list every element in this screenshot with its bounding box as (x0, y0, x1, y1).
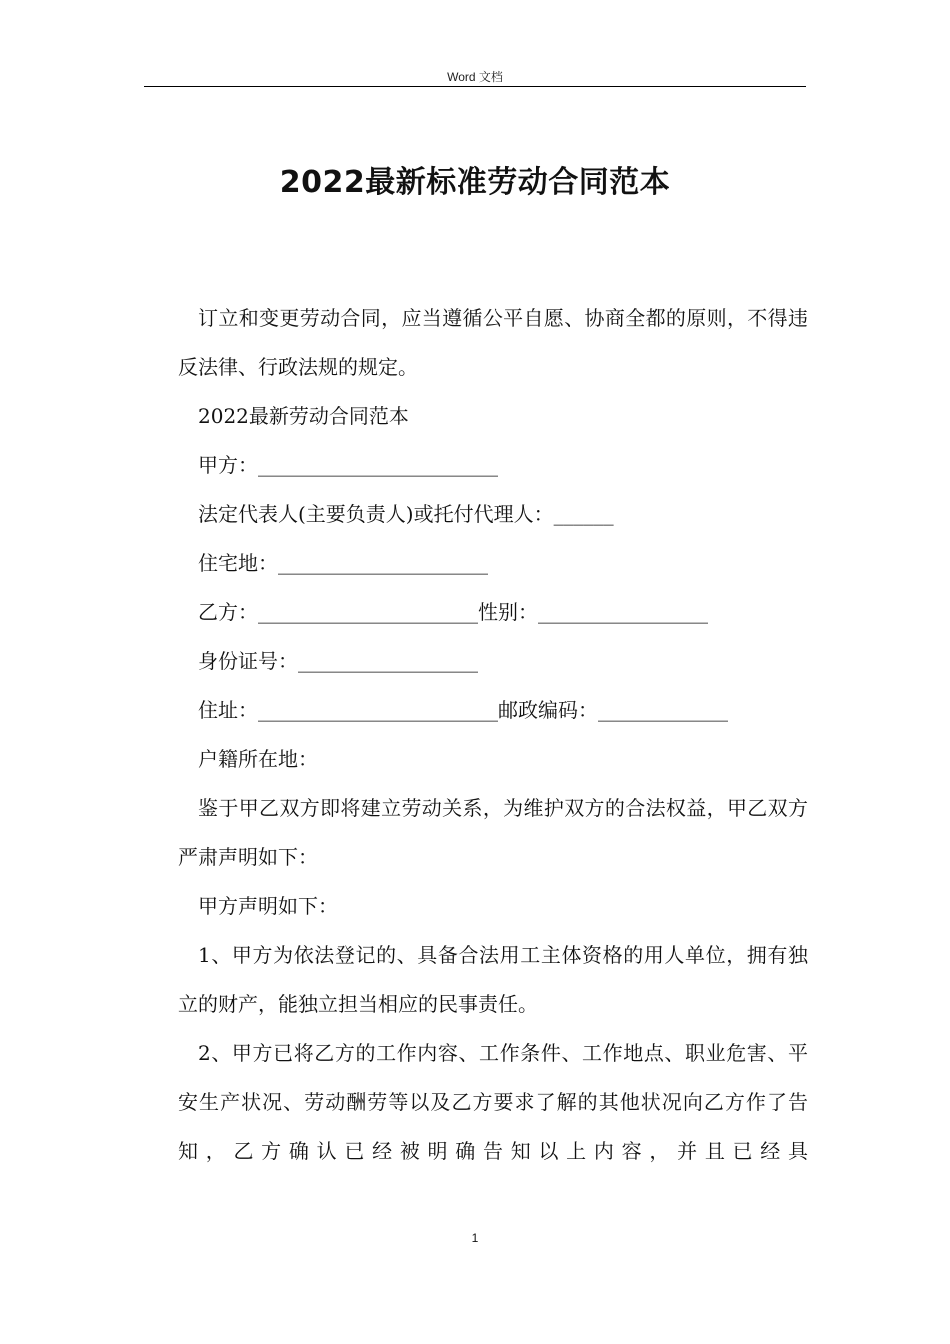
field-address-postcode: 住址：________________________邮政编码：_____________ (198, 698, 728, 722)
paragraph-clause-1: 1、甲方为依法登记的、具备合法用工主体资格的用人单位，拥有独立的财产，能独立担当相应的民事责任。 (178, 943, 808, 1016)
field-id-number: 身份证号：__________________ (198, 649, 478, 673)
paragraph-party-a-declares: 甲方声明如下： (198, 894, 338, 918)
paragraph-clause-2: 2、甲方已将乙方的工作内容、工作条件、工作地点、职业危害、平安生产状况、劳动酬劳等以及乙方要求了解的其他状况向乙方作了告知，乙方确认已经被明确告知以上内容，并且已经具 (178, 1041, 808, 1163)
paragraph-declaration-intro: 鉴于甲乙双方即将建立劳动关系，为维护双方的合法权益，甲乙双方严肃声明如下： (178, 796, 808, 869)
paragraph-subtitle: 2022最新劳动合同范本 (198, 404, 409, 428)
document-body (178, 294, 808, 1176)
field-household-registration: 户籍所在地： (198, 747, 318, 771)
document-title: 2022最新标准劳动合同范本 (279, 165, 671, 200)
field-residence: 住宅地：_____________________ (198, 551, 488, 575)
field-legal-representative: 法定代表人(主要负责人)或托付代理人：______ (198, 502, 614, 526)
field-party-b-gender: 乙方：______________________性别：_________________ (198, 600, 708, 624)
page-header: Word 文档 (447, 70, 503, 84)
header-divider (144, 86, 806, 87)
field-party-a: 甲方：________________________ (198, 453, 498, 477)
page-number: 1 (471, 1231, 479, 1245)
paragraph-intro: 订立和变更劳动合同，应当遵循公平自愿、协商全都的原则，不得违反法律、行政法规的规定。 (178, 306, 808, 379)
